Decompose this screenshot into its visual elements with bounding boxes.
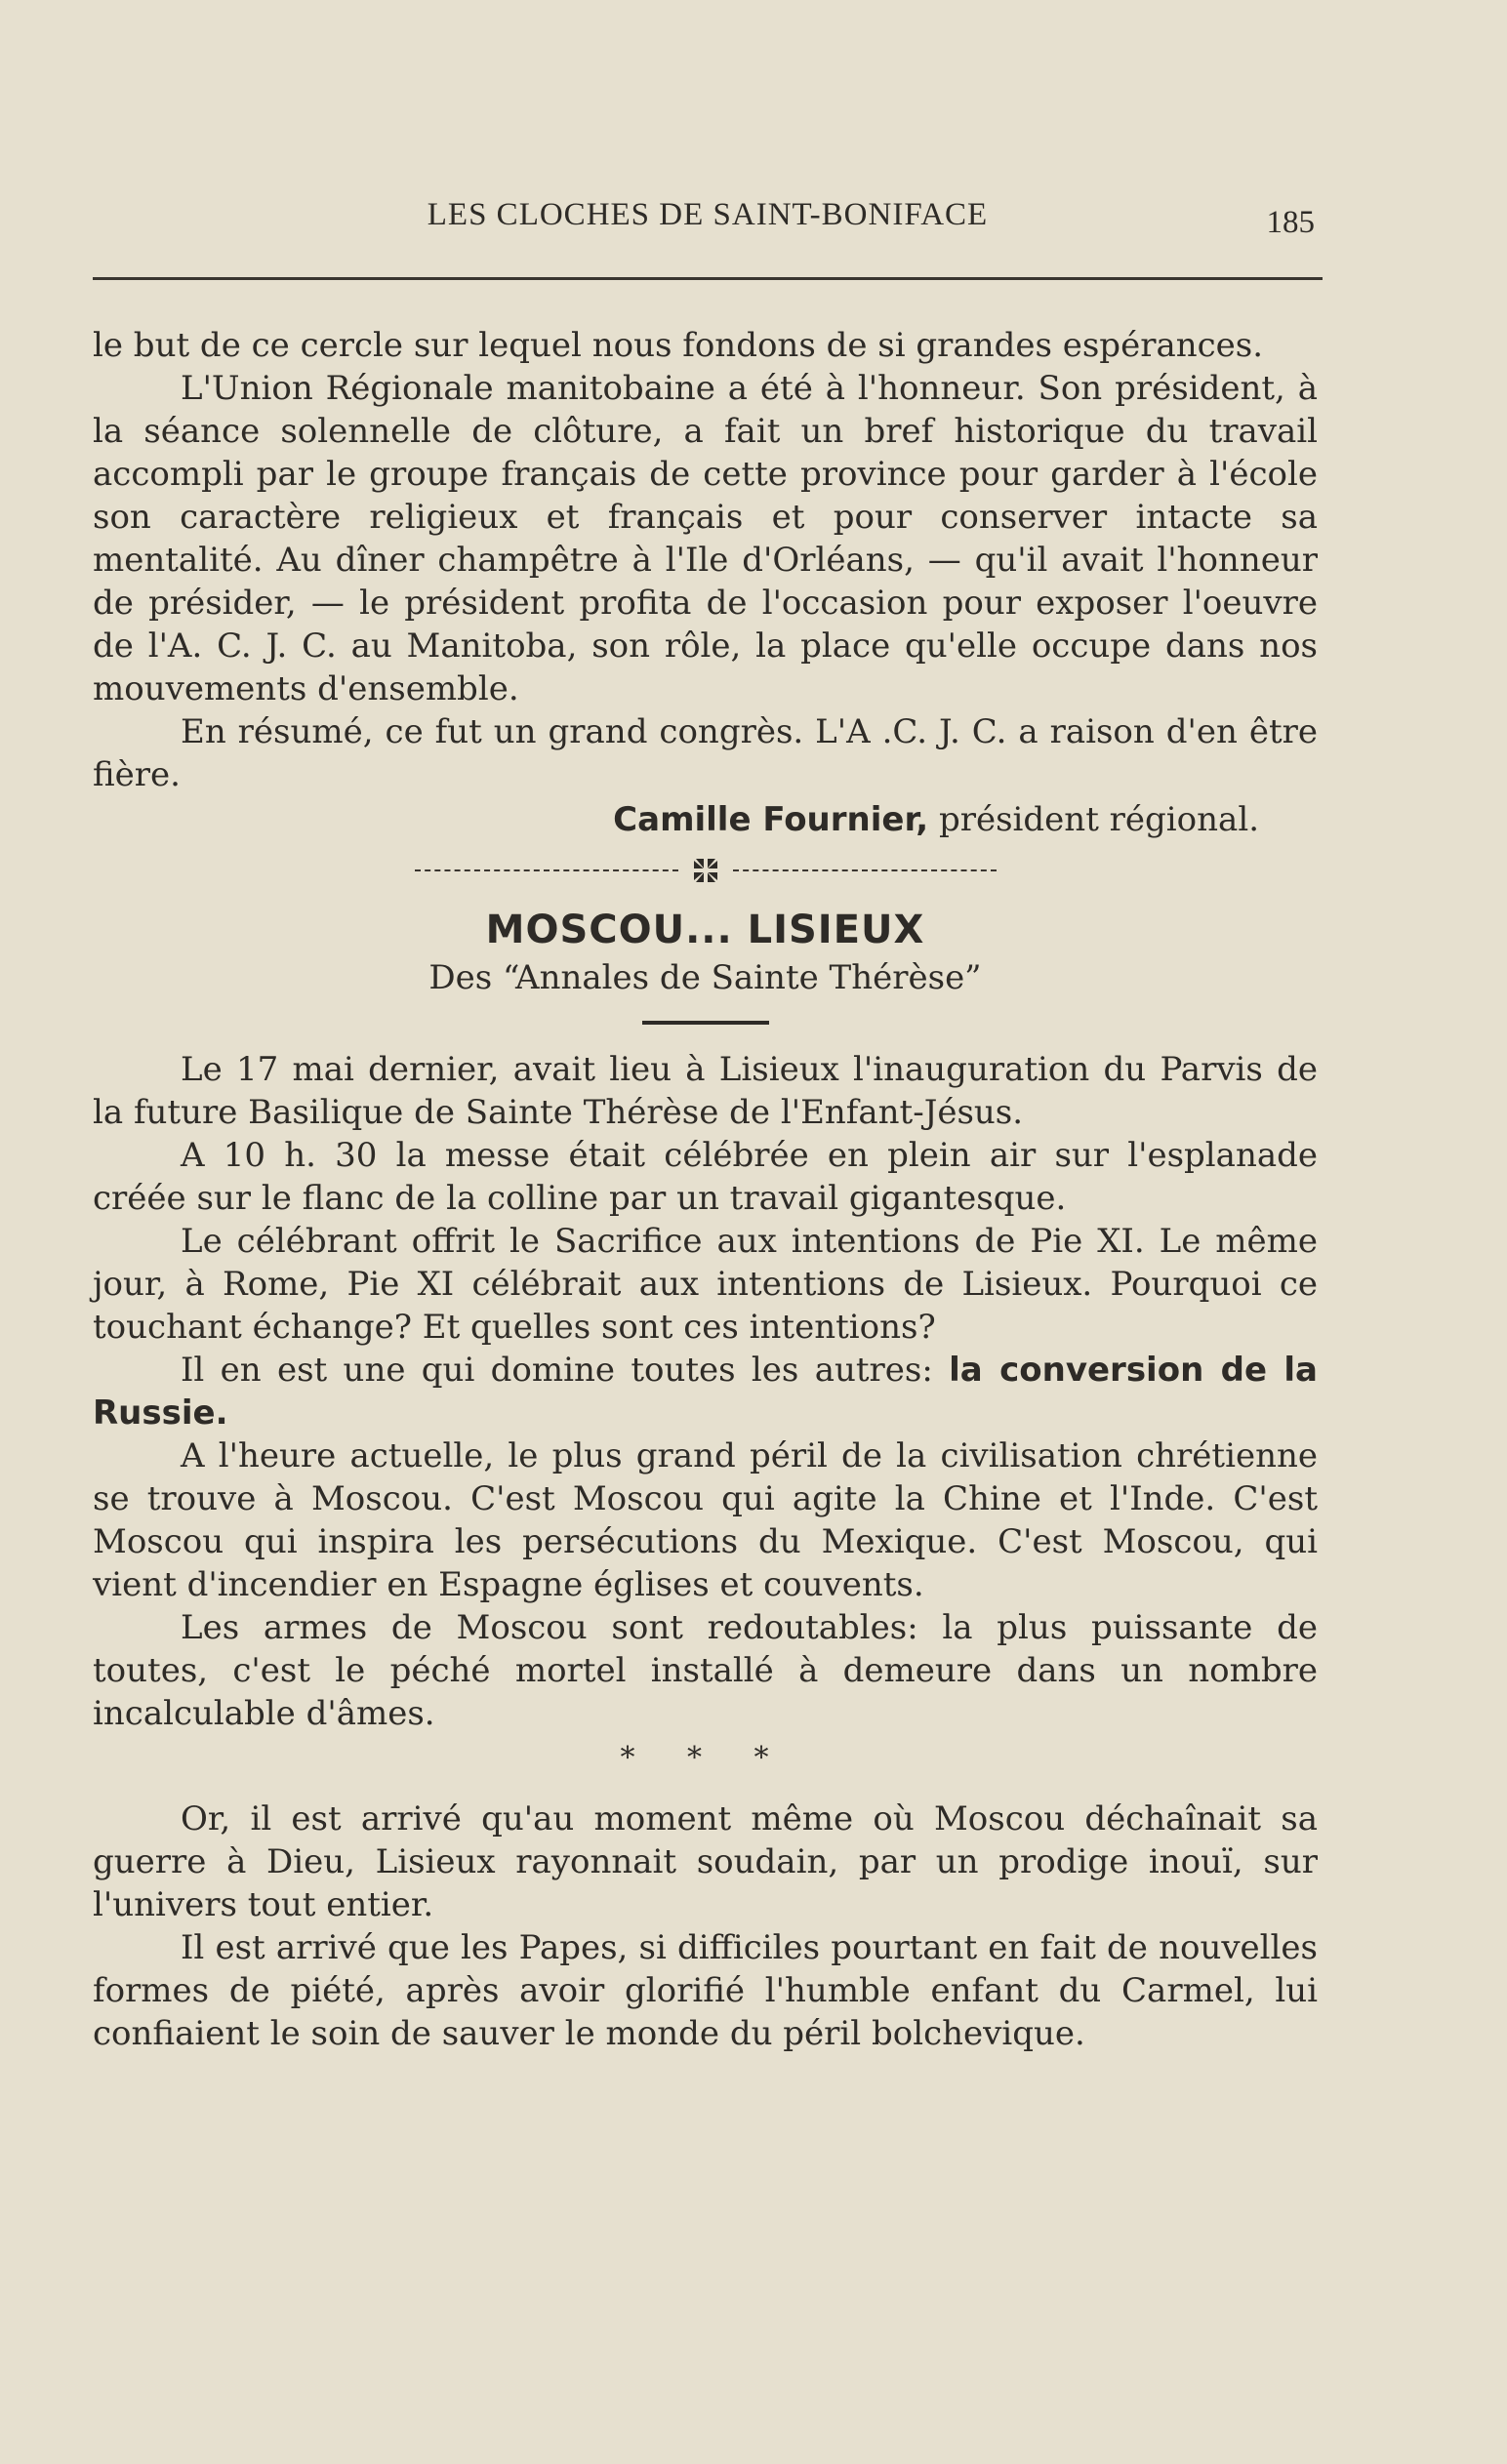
article-title: MOSCOU... LISIEUX bbox=[485, 908, 925, 952]
running-title: LES CLOCHES DE SAINT-BONIFACE bbox=[427, 197, 989, 232]
signature-name: Camille Fournier, bbox=[613, 800, 929, 839]
maltese-cross-icon bbox=[690, 855, 721, 886]
emphasis-text: la conversion de la Russie. bbox=[93, 1351, 1318, 1433]
running-head bbox=[93, 197, 1323, 252]
paragraph: Le 17 mai dernier, avait lieu à Lisieux l'inauguration du Parvis de la future Basilique de Sainte Thérèse de l'Enfant-Jésus. bbox=[93, 1050, 1318, 1132]
paragraph bbox=[93, 1349, 1318, 1434]
separator-line bbox=[733, 869, 997, 871]
signature-title: président régional. bbox=[928, 800, 1259, 839]
asterism: * * * bbox=[620, 1741, 791, 1775]
title-rule bbox=[642, 1021, 769, 1025]
paragraph: En résumé, ce fut un grand congrès. L'A .C. J. C. a raison d'en être fière. bbox=[93, 712, 1318, 794]
paragraph: Les armes de Moscou sont redoutables: la plus puissante de toutes, c'est le péché mortel installé à demeure dans un nombre incalculable d'âmes. bbox=[93, 1608, 1318, 1733]
paragraph: Or, il est arrivé qu'au moment même où Moscou déchaînait sa guerre à Dieu, Lisieux rayonnait soudain, par un prodige inouï, sur l'univers tout entier. bbox=[93, 1799, 1318, 1924]
paragraph: Il est arrivé que les Papes, si difficiles pourtant en fait de nouvelles formes de piété, après avoir glorifié l'humble enfant du Carmel, lui confiaient le soin de sauver le monde du péril bolchevique. bbox=[93, 1928, 1318, 2053]
separator-line bbox=[415, 869, 678, 871]
signature bbox=[93, 798, 1318, 841]
paragraph: le but de ce cercle sur lequel nous fondons de si grandes espérances. bbox=[93, 326, 1264, 365]
article-subtitle: Des “Annales de Sainte Thérèse” bbox=[428, 958, 982, 997]
paragraph: A 10 h. 30 la messe était célébrée en plein air sur l'esplanade créée sur le flanc de la colline par un travail gigantesque. bbox=[93, 1136, 1318, 1218]
page-number: 185 bbox=[1266, 205, 1315, 240]
body-text bbox=[93, 324, 1318, 2055]
paragraph: A l'heure actuelle, le plus grand péril de la civilisation chrétienne se trouve à Moscou. C'est Moscou qui agite la Chine et l'Inde. C'est Moscou qui inspira les persécutions du Mexique. C'est Moscou, qui vient d'incendier en Espagne églises et couvents. bbox=[93, 1436, 1318, 1604]
paragraph: L'Union Régionale manitobaine a été à l'honneur. Son président, à la séance solennelle de clôture, a fait un bref historique du travail accompli par le groupe français de cette province pour garder à l'école son caractère religieux et français et pour conserver intacte sa mentalité. Au dîner champêtre à l'Ile d'Orléans, — qu'il avait l'honneur de présider, — le président profita de l'occasion pour exposer l'oeuvre de l'A. C. J. C. au Manitoba, son rôle, la place qu'elle occupe dans nos mouvements d'ensemble. bbox=[93, 369, 1318, 708]
section-separator bbox=[93, 841, 1318, 900]
paragraph-text: Il en est une qui domine toutes les autres: bbox=[181, 1351, 950, 1390]
paragraph: Le célébrant offrit le Sacrifice aux intentions de Pie XI. Le même jour, à Rome, Pie XI célébrait aux intentions de Lisieux. Pourquoi ce touchant échange? Et quelles sont ces intentions? bbox=[93, 1222, 1318, 1347]
header-rule bbox=[93, 277, 1323, 280]
